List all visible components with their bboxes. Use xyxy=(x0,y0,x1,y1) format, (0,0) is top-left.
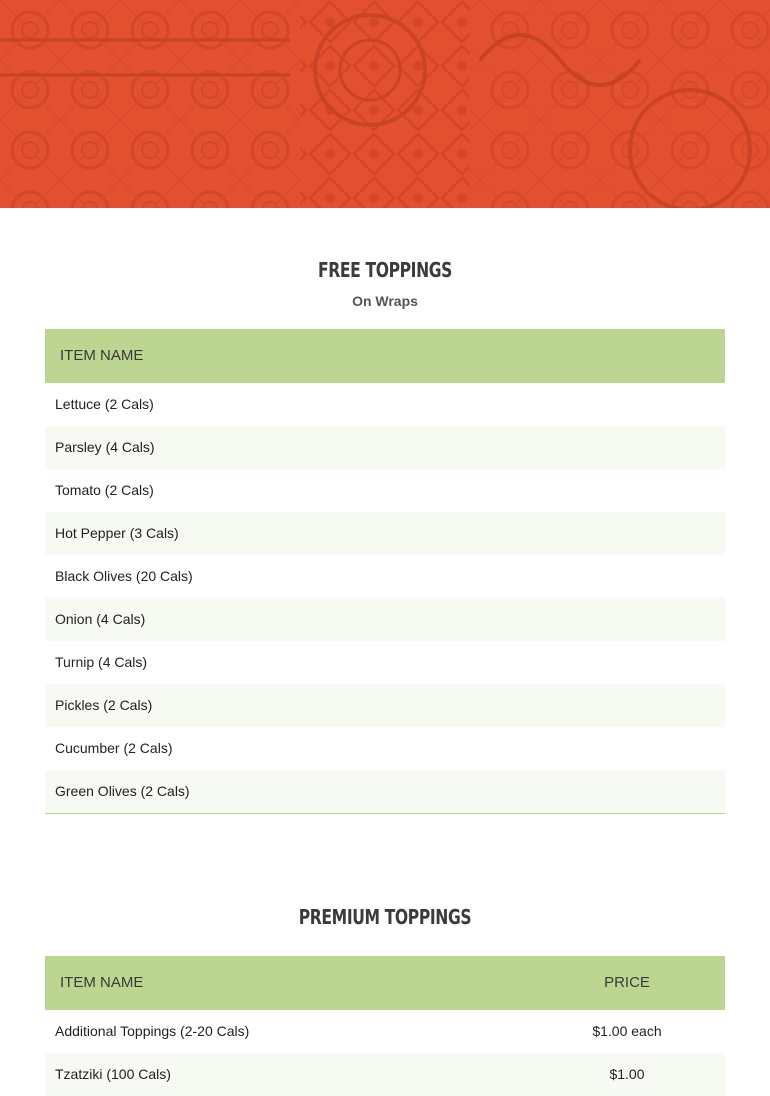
free-toppings-subtitle: On Wraps xyxy=(352,293,418,309)
item-name: Lettuce (2 Cals) xyxy=(55,396,154,412)
table-row xyxy=(45,512,725,555)
column-header-item-name: ITEM NAME xyxy=(60,347,144,364)
table-row xyxy=(45,684,725,727)
premium-toppings-title: PREMIUM TOPPINGS xyxy=(298,905,472,929)
item-name: Additional Toppings (2-20 Cals) xyxy=(55,1023,250,1039)
hero-banner xyxy=(0,0,770,208)
premium-toppings-table xyxy=(45,956,725,1096)
item-name: Cucumber (2 Cals) xyxy=(55,740,173,756)
table-row xyxy=(45,383,725,426)
free-toppings-title: FREE TOPPINGS xyxy=(317,258,453,282)
table-row xyxy=(45,1053,725,1096)
column-header-item-name: ITEM NAME xyxy=(60,974,144,991)
table-row xyxy=(45,469,725,512)
table-row xyxy=(45,770,725,813)
table-header xyxy=(45,329,725,383)
item-name: Onion (4 Cals) xyxy=(55,611,146,627)
item-name: Hot Pepper (3 Cals) xyxy=(55,525,179,541)
item-name: Green Olives (2 Cals) xyxy=(55,783,190,799)
item-name: Black Olives (20 Cals) xyxy=(55,568,193,584)
item-name: Pickles (2 Cals) xyxy=(55,697,153,713)
table-row xyxy=(45,641,725,684)
banner-pattern xyxy=(0,0,770,208)
table-row xyxy=(45,555,725,598)
item-price: $1.00 each xyxy=(592,1023,662,1039)
free-toppings-table xyxy=(45,329,725,814)
item-name: Tomato (2 Cals) xyxy=(55,482,154,498)
item-name: Turnip (4 Cals) xyxy=(55,654,148,670)
table-row xyxy=(45,426,725,469)
table-divider xyxy=(45,813,725,814)
table-row xyxy=(45,727,725,770)
table-header xyxy=(45,956,725,1010)
item-name: Parsley (4 Cals) xyxy=(55,439,155,455)
column-header-price: PRICE xyxy=(604,974,650,991)
item-name: Tzatziki (100 Cals) xyxy=(55,1066,171,1082)
table-row xyxy=(45,598,725,641)
table-row xyxy=(45,1010,725,1053)
item-price: $1.00 xyxy=(609,1066,645,1082)
